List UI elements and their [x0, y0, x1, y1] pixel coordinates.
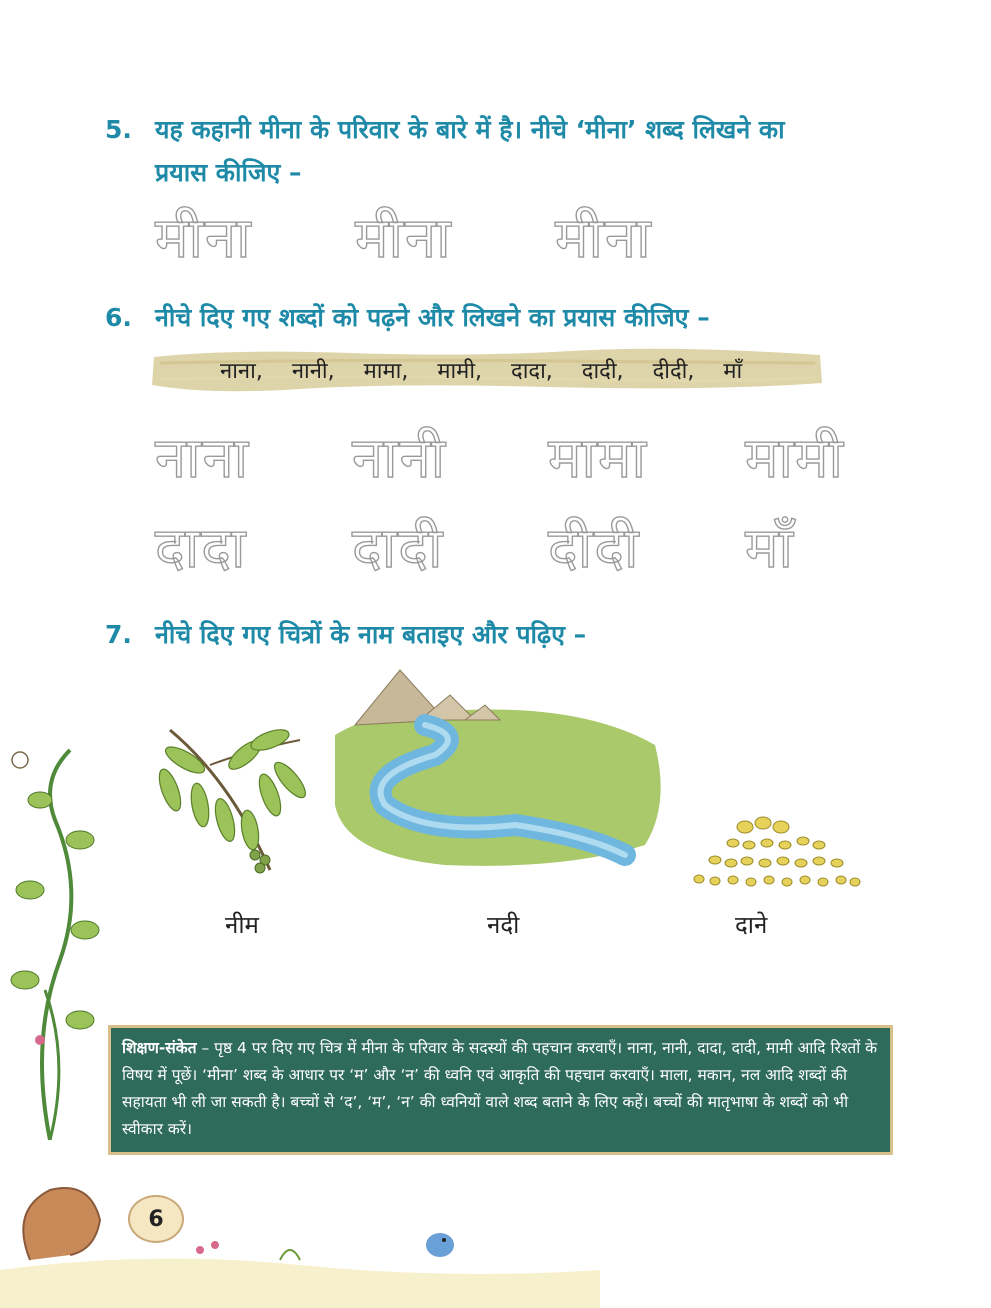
teaching-note-label: शिक्षण-संकेत — [122, 1039, 197, 1057]
grains-illustration — [685, 805, 865, 895]
river-illustration — [325, 665, 670, 875]
word: दीदी, — [652, 359, 695, 384]
trace-word: दीदी — [548, 516, 641, 581]
question-number: 5. — [105, 115, 132, 144]
question-5-continuation: प्रयास कीजिए – — [155, 158, 302, 187]
trace-word: मीना — [155, 206, 253, 271]
word: मामी, — [437, 359, 483, 384]
trace-word: मीना — [355, 206, 453, 271]
trace-word: मीना — [555, 206, 653, 271]
question-6-heading — [105, 300, 710, 334]
word: माँ — [723, 359, 743, 384]
teaching-note — [108, 1025, 893, 1155]
word-list — [220, 355, 764, 385]
teaching-note-text — [122, 1035, 879, 1143]
trace-word: मामी — [745, 426, 845, 491]
word: दादी, — [581, 359, 624, 384]
trace-word: नाना — [155, 426, 251, 491]
trace-word: दादा — [155, 516, 248, 581]
vine-decoration — [0, 740, 110, 1140]
question-7-heading — [105, 617, 586, 651]
word: नाना, — [220, 359, 263, 384]
question-text: यह कहानी मीना के परिवार के बारे में है। नीचे ‘मीना’ शब्द लिखने का — [155, 115, 785, 144]
bottom-decoration — [0, 1150, 600, 1308]
question-number: 7. — [105, 620, 132, 649]
question-number: 6. — [105, 303, 132, 332]
trace-word: नानी — [352, 426, 448, 491]
word: नानी, — [291, 359, 335, 384]
word: मामा, — [363, 359, 409, 384]
caption-river: नदी — [487, 911, 520, 939]
word-band — [150, 345, 825, 395]
trace-word: दादी — [352, 516, 445, 581]
question-5-heading — [105, 112, 785, 146]
question-text: नीचे दिए गए शब्दों को पढ़ने और लिखने का प्रयास कीजिए – — [155, 303, 710, 332]
question-text: नीचे दिए गए चित्रों के नाम बताइए और पढ़िए – — [155, 620, 587, 649]
trace-word: माँ — [745, 516, 795, 581]
teaching-note-body: – पृष्ठ 4 पर दिए गए चित्र में मीना के परिवार के सदस्यों की पहचान करवाएँ। नाना, नानी, दादा, दादी, मामी आदि रिश्तों के विषय में पूछें। ‘मीना’ शब्द के आधार पर ‘म’ और ‘न’ की ध्वनि एवं आकृति की पहचान करवाएँ। माला, मकान, नल आदि शब्दों की सहायता भी ली जा सकती है। बच्चों से ‘द’, ‘म’, ‘न’ की ध्वनियों वाले शब्द बताने के लिए कहें। बच्चों की मातृभाषा के शब्दों को भी स्वीकार करें। — [122, 1039, 878, 1138]
page-number: 6 — [128, 1195, 184, 1243]
word: दादा, — [511, 359, 553, 384]
caption-grains: दाने — [735, 911, 768, 939]
trace-word: मामा — [548, 426, 648, 491]
caption-neem: नीम — [225, 911, 259, 939]
neem-branch-illustration — [150, 720, 320, 880]
